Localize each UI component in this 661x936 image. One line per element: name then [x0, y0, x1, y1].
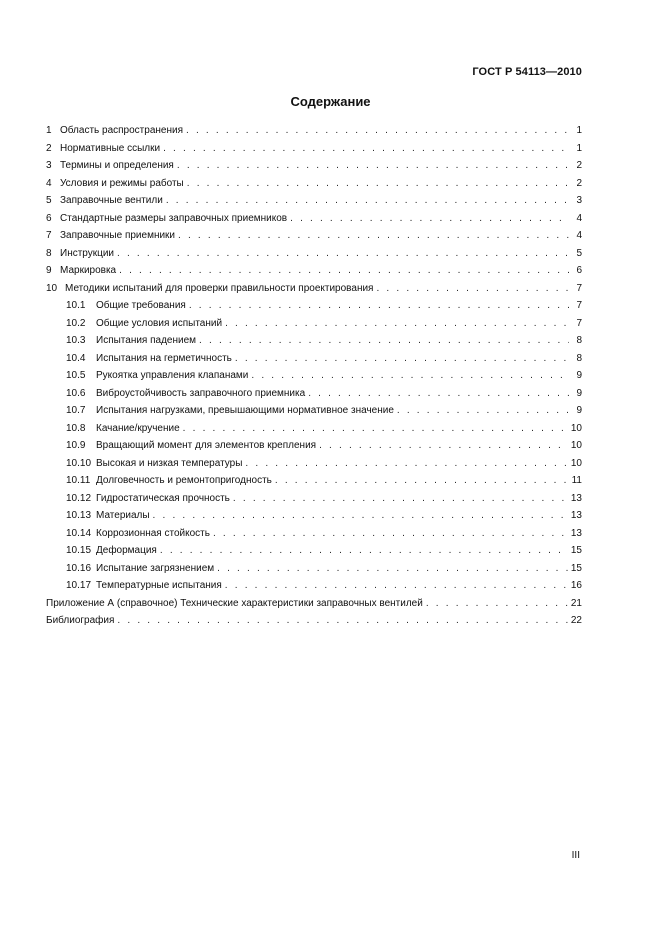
toc-entry-number: 10.11 [66, 475, 91, 486]
toc-entry-number: 2 [46, 142, 52, 154]
toc-entry[interactable] [46, 612, 582, 630]
toc-entry[interactable] [46, 507, 582, 525]
toc-entry-number: 10.13 [66, 510, 92, 521]
toc-entry[interactable] [46, 262, 582, 280]
toc-entry-page: 4 [576, 230, 582, 241]
toc-entry-number: 10.15 [66, 545, 92, 556]
toc-entry-page: 6 [576, 265, 582, 276]
toc-leader-dots [119, 262, 569, 280]
toc-entry-page: 7 [576, 300, 582, 311]
toc-leader-dots [235, 350, 569, 368]
toc-entry[interactable] [46, 157, 582, 175]
toc-entry-title: Виброустойчивость заправочного приемника [96, 387, 306, 399]
toc-entry[interactable] [46, 192, 582, 210]
toc-entry-page: 2 [576, 177, 582, 189]
toc-entry-title: Стандартные размеры заправочных приемников [60, 212, 288, 224]
toc-entry-page: 8 [576, 335, 582, 346]
toc-entry-number: 10.6 [66, 387, 86, 399]
toc-entry-page: 9 [576, 405, 582, 416]
toc-entry-title: Испытания нагрузками, превышающими нормативное значение [96, 405, 394, 416]
toc-leader-dots [308, 385, 569, 403]
toc-entry-page: 10 [570, 422, 582, 434]
toc-leader-dots [319, 437, 568, 455]
toc-entry[interactable] [46, 455, 582, 473]
toc-entry-number: 10.9 [66, 440, 86, 451]
table-of-contents [46, 122, 582, 630]
toc-leader-dots [153, 507, 568, 525]
toc-leader-dots [213, 525, 568, 543]
toc-leader-dots [233, 490, 568, 508]
toc-entry-title: Нормативные ссылки [60, 142, 161, 154]
toc-entry-title: Деформация [96, 545, 157, 556]
toc-leader-dots [117, 612, 567, 630]
toc-entry[interactable] [46, 210, 582, 228]
toc-entry-number: 9 [46, 265, 52, 276]
toc-leader-dots [217, 560, 568, 578]
toc-entry[interactable] [46, 472, 582, 490]
toc-entry-number: 8 [46, 247, 52, 259]
toc-entry[interactable] [46, 245, 582, 263]
toc-entry[interactable] [46, 332, 582, 350]
toc-entry-page: 15 [570, 562, 582, 574]
toc-entry[interactable] [46, 437, 582, 455]
toc-entry-page: 15 [570, 545, 582, 556]
toc-entry-number: 10 [46, 282, 58, 294]
toc-entry-title: Испытание загрязнением [96, 562, 215, 574]
toc-entry-number: 10.17 [66, 580, 92, 591]
toc-entry-page: 10 [570, 440, 582, 451]
toc-entry-number: 10.3 [66, 335, 86, 346]
toc-leader-dots [187, 175, 569, 193]
toc-leader-dots [245, 455, 567, 473]
toc-entry-page: 13 [570, 510, 582, 521]
toc-entry-number: 10.1 [66, 300, 86, 311]
toc-leader-dots [199, 332, 569, 350]
toc-leader-dots [163, 140, 569, 158]
toc-entry-page: 4 [576, 212, 582, 224]
toc-entry-number: 10.8 [66, 422, 86, 434]
page-title: Содержание [290, 94, 371, 109]
toc-entry-number: 1 [46, 125, 52, 136]
toc-leader-dots [183, 420, 568, 438]
toc-entry-title: Качание/кручение [96, 422, 180, 434]
toc-entry[interactable] [46, 385, 582, 403]
toc-entry-number: 4 [46, 177, 52, 189]
toc-entry-number: 10.14 [66, 527, 92, 539]
toc-entry[interactable] [46, 402, 582, 420]
toc-entry-title: Общие условия испытаний [96, 317, 223, 329]
toc-leader-dots [275, 472, 569, 490]
toc-leader-dots [251, 367, 569, 385]
toc-entry[interactable] [46, 577, 582, 595]
toc-entry-number: 7 [46, 230, 52, 241]
toc-leader-dots [290, 210, 569, 228]
toc-entry-title: Испытания на герметичность [96, 352, 232, 364]
toc-entry-title: Коррозионная стойкость [96, 527, 210, 539]
toc-entry-number: 10.4 [66, 352, 86, 364]
toc-entry[interactable] [46, 420, 582, 438]
toc-entry-title: Общие требования [96, 300, 186, 311]
toc-entry[interactable] [46, 280, 582, 298]
toc-leader-dots [117, 245, 569, 263]
toc-entry-page: 9 [576, 387, 582, 399]
toc-entry-number: 5 [46, 195, 52, 206]
toc-entry[interactable] [46, 297, 582, 315]
toc-entry-page: 11 [571, 475, 582, 486]
toc-entry-number: 10.12 [66, 492, 92, 504]
toc-entry[interactable] [46, 525, 582, 543]
toc-entry-number: 10.2 [66, 317, 86, 329]
toc-entry-page: 8 [576, 352, 582, 364]
toc-leader-dots [225, 577, 568, 595]
toc-leader-dots [186, 122, 569, 140]
toc-entry-title: Долговечность и ремонтопригодность [96, 475, 272, 486]
toc-entry[interactable] [46, 560, 582, 578]
toc-entry-title: Инструкции [60, 247, 115, 259]
toc-leader-dots [177, 157, 569, 175]
toc-leader-dots [178, 227, 569, 245]
toc-entry-page: 1 [576, 125, 582, 136]
toc-entry-number: 10.7 [66, 405, 86, 416]
toc-entry-number: 3 [46, 160, 52, 171]
toc-entry-page: 9 [576, 370, 582, 381]
toc-entry-page: 21 [570, 597, 582, 609]
toc-entry-title: Испытания падением [96, 335, 197, 346]
toc-entry-page: 7 [576, 282, 582, 294]
toc-entry[interactable] [46, 367, 582, 385]
toc-entry[interactable] [46, 315, 582, 333]
toc-entry-title: Методики испытаний для проверки правильности проектирования [65, 282, 374, 294]
toc-entry-number: 10.5 [66, 370, 86, 381]
toc-entry-title: Рукоятка управления клапанами [96, 370, 249, 381]
toc-entry-page: 2 [576, 160, 582, 171]
toc-entry-page: 5 [576, 247, 582, 259]
toc-entry-title: Материалы [96, 510, 150, 521]
toc-entry-title: Область распространения [60, 125, 183, 136]
toc-leader-dots [376, 280, 569, 298]
toc-entry-page: 13 [570, 492, 582, 504]
toc-entry-title: Высокая и низкая температуры [96, 457, 243, 469]
toc-entry[interactable] [46, 595, 582, 613]
toc-entry-title: Вращающий момент для элементов крепления [96, 440, 317, 451]
toc-entry-title: Заправочные вентили [60, 195, 163, 206]
toc-entry-page: 16 [570, 580, 582, 591]
toc-entry-page: 3 [576, 195, 582, 206]
toc-entry[interactable] [46, 227, 582, 245]
toc-entry-page: 1 [576, 142, 582, 154]
toc-entry-page: 7 [576, 317, 582, 329]
toc-entry-number: 10.16 [66, 562, 92, 574]
toc-leader-dots [225, 315, 569, 333]
toc-entry-page: 22 [570, 615, 582, 626]
toc-leader-dots [189, 297, 569, 315]
toc-entry-title: Условия и режимы работы [60, 177, 184, 189]
toc-entry-page: 13 [570, 527, 582, 539]
toc-entry[interactable] [46, 175, 582, 193]
toc-entry[interactable] [46, 542, 582, 560]
document-code: ГОСТ Р 54113—2010 [472, 66, 582, 78]
toc-entry-number: 10.10 [66, 457, 92, 469]
toc-entry-title: Температурные испытания [96, 580, 222, 591]
toc-entry-title: Термины и определения [60, 160, 174, 171]
toc-entry-page: 10 [570, 457, 582, 469]
toc-entry-title: Приложение А (справочное) Технические характеристики заправочных вентилей [46, 597, 423, 609]
toc-leader-dots [397, 402, 569, 420]
toc-entry-title: Маркировка [60, 265, 117, 276]
toc-entry[interactable] [46, 490, 582, 508]
toc-entry-number: 6 [46, 212, 52, 224]
toc-leader-dots [160, 542, 568, 560]
toc-entry-title: Гидростатическая прочность [96, 492, 230, 504]
toc-entry-title: Библиография [46, 615, 115, 626]
toc-entry[interactable] [46, 122, 582, 140]
toc-leader-dots [426, 595, 568, 613]
page-number: III [571, 850, 580, 861]
toc-entry-title: Заправочные приемники [60, 230, 176, 241]
toc-entry[interactable] [46, 350, 582, 368]
toc-leader-dots [166, 192, 569, 210]
toc-entry[interactable] [46, 140, 582, 158]
